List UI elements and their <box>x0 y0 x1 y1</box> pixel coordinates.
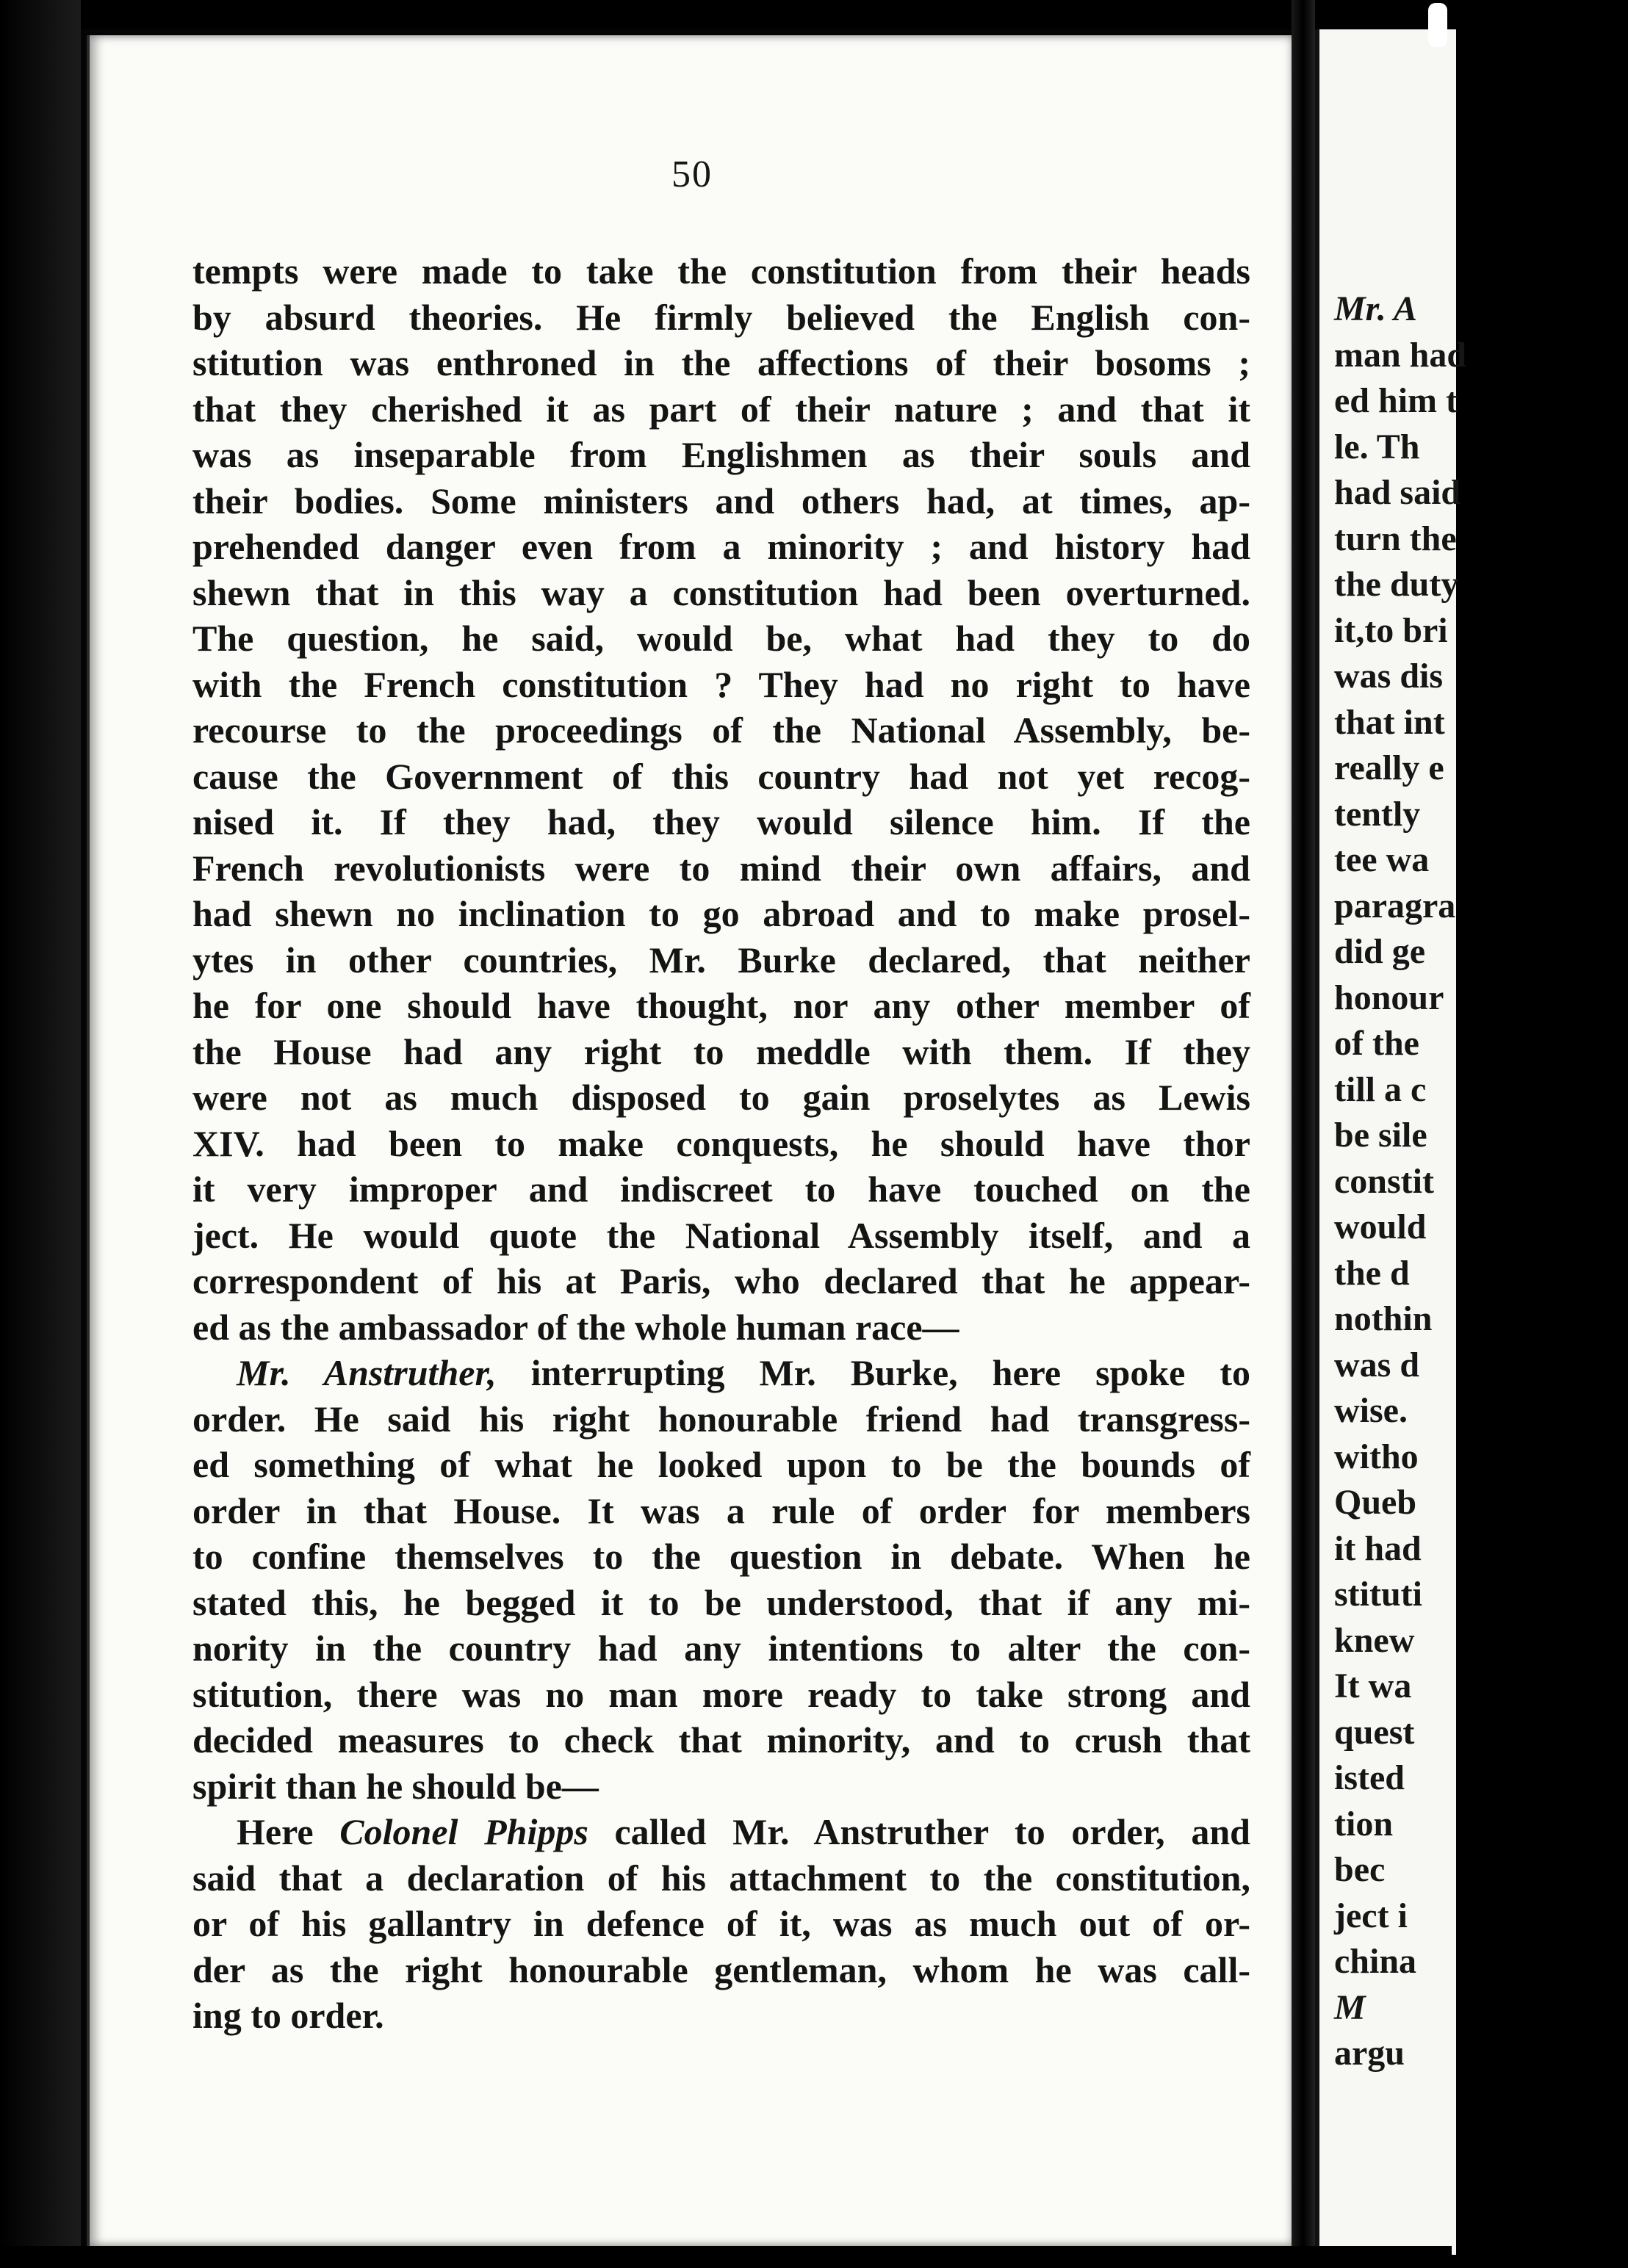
text-line: had shewn no inclination to go abroad and to make prosel- <box>192 893 1250 934</box>
fragment-line: was dis <box>1334 657 1444 696</box>
book-spine-shadow <box>0 0 81 2268</box>
fragment-line: honour <box>1334 978 1444 1017</box>
fragment-line: tion <box>1334 1804 1394 1843</box>
fragment-line: man had <box>1334 335 1467 375</box>
text-line: correspondent of his at Paris, who declared that he appear- <box>192 1260 1250 1301</box>
text-line: ing to order. <box>192 1995 384 2036</box>
text-line: stitution was enthroned in the affections of their bosoms ; <box>192 342 1250 383</box>
text-line: by absurd theories. He firmly believed the English con- <box>192 296 1250 338</box>
fragment-line: the d <box>1334 1253 1410 1293</box>
text-line: with the French constitution ? They had no right to have <box>192 663 1250 705</box>
text-line: or of his gallantry in defence of it, was as much out of or- <box>192 1903 1250 1944</box>
text-line: XIV. had been to make conquests, he should have thor <box>192 1122 1250 1164</box>
text-line: ed as the ambassador of the whole human race— <box>192 1306 959 1348</box>
fragment-line: it,to bri <box>1334 610 1448 650</box>
fragment-line: turn the <box>1334 519 1457 558</box>
fragment-line: paragra <box>1334 886 1456 925</box>
text-line: cause the Government of this country had not yet recog- <box>192 755 1250 797</box>
text-line <box>192 1350 1250 1396</box>
fragment-line: till a c <box>1334 1069 1427 1109</box>
fragment-line: isted <box>1334 1758 1405 1797</box>
right-page-text <box>1334 286 1628 2077</box>
fragment-line: of the <box>1334 1024 1419 1063</box>
text-fragment: called Mr. Anstruther to order, and <box>588 1811 1250 1852</box>
text-line: spirit than he should be— <box>192 1765 599 1807</box>
text-line: tempts were made to take the constitution from their heads <box>192 250 1250 292</box>
text-line: shewn that in this way a constitution had been overturned. <box>192 571 1250 613</box>
text-line: prehended danger even from a minority ; and history had <box>192 526 1250 567</box>
text-line: nised it. If they had, they would silence him. If the <box>192 801 1250 842</box>
fragment-line: ject i <box>1334 1896 1408 1935</box>
fragment-line: had said <box>1334 473 1461 512</box>
text-line: French revolutionists were to mind their own affairs, and <box>192 847 1250 889</box>
text-line: ytes in other countries, Mr. Burke declared, that neither <box>192 939 1250 980</box>
fragment-line: argu <box>1334 2034 1405 2073</box>
page-text-block <box>192 248 1250 2039</box>
fragment-line: wise. <box>1334 1391 1408 1430</box>
speaker-name: Colonel Phipps <box>339 1811 588 1852</box>
text-line: to confine themselves to the question in debate. When he <box>192 1536 1250 1577</box>
text-line: ject. He would quote the National Assembly itself, and a <box>192 1214 1250 1256</box>
text-line: was as inseparable from Englishmen as their souls and <box>192 434 1250 475</box>
text-line: said that a declaration of his attachment to the constitution, <box>192 1857 1250 1899</box>
text-line: order in that House. It was a rule of order for members <box>192 1489 1250 1531</box>
fragment-line: bec <box>1334 1850 1386 1889</box>
fragment-line: did ge <box>1334 932 1426 971</box>
fragment-line: witho <box>1334 1437 1419 1476</box>
text-line: order. He said his right honourable friend had transgress- <box>192 1398 1250 1440</box>
text-line: it very improper and indiscreet to have touched on the <box>192 1169 1250 1210</box>
fragment-line: be sile <box>1334 1116 1427 1155</box>
text-line: The question, he said, would be, what had they to do <box>192 618 1250 659</box>
page-number: 50 <box>671 154 713 195</box>
text-line: recourse to the proceedings of the National Assembly, be- <box>192 709 1250 751</box>
text-line <box>192 1809 1250 1855</box>
fragment-line: the duty <box>1334 565 1459 604</box>
scan-bottom-edge <box>0 2246 1452 2268</box>
fragment-line: that int <box>1334 702 1445 742</box>
fragment-line: le. Th <box>1334 427 1420 466</box>
fragment-line: M <box>1334 1987 1366 2027</box>
text-line: der as the right honourable gentleman, whom he was call- <box>192 1949 1250 1990</box>
text-fragment: interrupting Mr. Burke, here spoke to <box>496 1352 1250 1393</box>
text-line: he for one should have thought, nor any other member of <box>192 985 1250 1026</box>
right-page-fragment <box>1315 29 1467 2255</box>
fragment-line: it had <box>1334 1528 1422 1568</box>
page-gutter <box>1292 0 1315 2268</box>
text-fragment: Here <box>237 1811 340 1852</box>
fragment-line: tee wa <box>1334 840 1430 879</box>
scan-top-edge <box>0 0 1452 29</box>
fragment-line: ed him t <box>1334 381 1458 420</box>
text-line: stated this, he begged it to be understood, that if any mi- <box>192 1581 1250 1623</box>
scan-corner-mark <box>1428 3 1447 47</box>
fragment-line: nothin <box>1334 1299 1433 1338</box>
text-line: ed something of what he looked upon to be the bounds of <box>192 1444 1250 1485</box>
left-page <box>87 35 1294 2246</box>
text-line: that they cherished it as part of their nature ; and that it <box>192 388 1250 430</box>
fragment-line: stituti <box>1334 1575 1422 1614</box>
fragment-line: Queb <box>1334 1483 1417 1522</box>
text-line: the House had any right to meddle with them. If they <box>192 1030 1250 1072</box>
fragment-line: It wa <box>1334 1666 1412 1705</box>
text-line: were not as much disposed to gain proselytes as Lewis <box>192 1077 1250 1118</box>
text-line: stitution, there was no man more ready to take strong and <box>192 1673 1250 1715</box>
fragment-line: really e <box>1334 748 1444 787</box>
text-line: decided measures to check that minority, and to crush that <box>192 1719 1250 1760</box>
fragment-line: tently <box>1334 794 1421 834</box>
fragment-line: quest <box>1334 1712 1415 1752</box>
text-line: nority in the country had any intentions to alter the con- <box>192 1628 1250 1669</box>
text-line: their bodies. Some ministers and others had, at times, ap- <box>192 480 1250 521</box>
fragment-line: knew <box>1334 1620 1415 1660</box>
fragment-line: constit <box>1334 1161 1434 1201</box>
fragment-line: Mr. A <box>1334 289 1417 328</box>
speaker-name: Mr. Anstruther, <box>237 1352 497 1393</box>
fragment-line: was d <box>1334 1345 1420 1384</box>
fragment-line: china <box>1334 1942 1417 1981</box>
fragment-line: would <box>1334 1207 1427 1246</box>
